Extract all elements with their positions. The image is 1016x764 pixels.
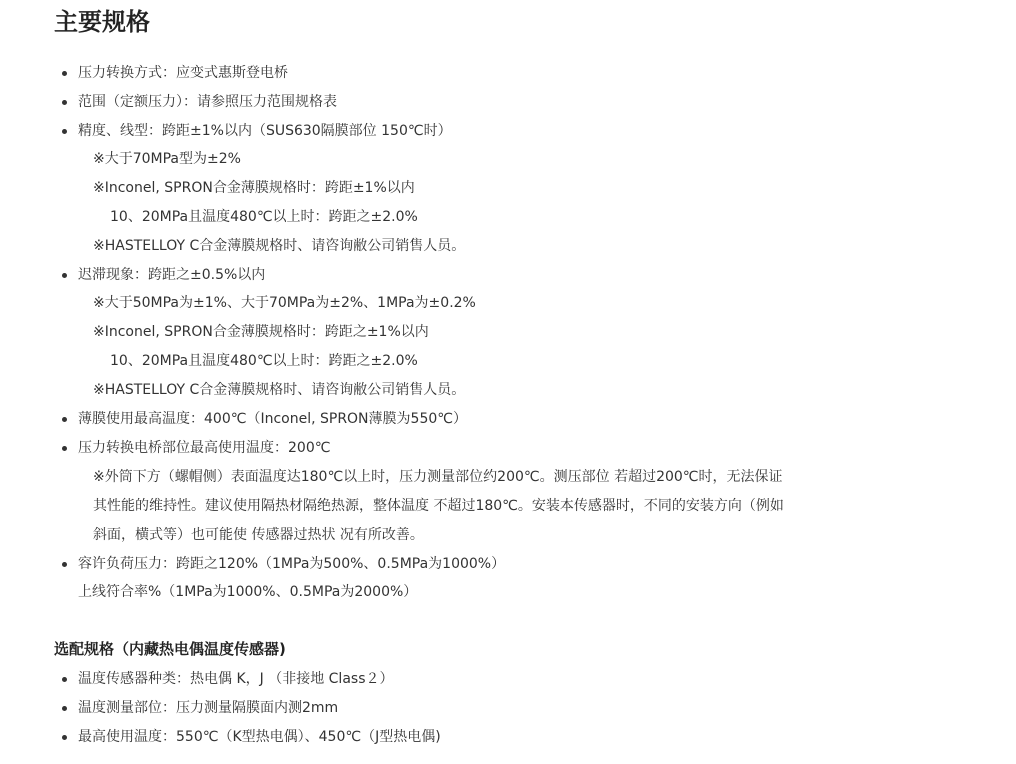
bullet-icon xyxy=(62,100,67,105)
option-item-sensor-type: 温度传感器种类：热电偶 K，J （非接地 Class２） xyxy=(78,671,394,687)
spec-note: 10、20MPa且温度480℃以上时：跨距之±2.0% xyxy=(110,353,418,369)
spec-note: 10、20MPa且温度480℃以上时：跨距之±2.0% xyxy=(110,209,418,225)
spec-item-bridge-temp: 压力转换电桥部位最高使用温度：200℃ xyxy=(78,440,331,456)
bullet-icon xyxy=(62,273,67,278)
spec-note: 上线符合率%（1MPa为1000%、0.5MPa为2000%） xyxy=(78,584,418,600)
spec-item-accuracy: 精度、线型：跨距±1%以内（SUS630隔膜部位 150℃时） xyxy=(78,123,452,139)
bullet-icon xyxy=(62,677,67,682)
bullet-icon xyxy=(62,706,67,711)
option-item-measure-point: 温度测量部位：压力测量隔膜面内测2mm xyxy=(78,700,339,716)
spec-note: ※大于70MPa型为±2% xyxy=(93,151,241,167)
spec-item-range: 范围（定额压力）：请参照压力范围规格表 xyxy=(78,94,337,110)
option-item-max-temp: 最高使用温度：550℃（K型热电偶）、450℃（J型热电偶) xyxy=(78,729,441,745)
bullet-icon xyxy=(62,562,67,567)
spec-item-overload: 容许负荷压力：跨距之120%（1MPa为500%、0.5MPa为1000%） xyxy=(78,556,506,572)
page-title: 主要规格 xyxy=(54,8,150,36)
spec-item-diaphragm-temp: 薄膜使用最高温度：400℃（Inconel, SPRON薄膜为550℃） xyxy=(78,411,467,427)
bullet-icon xyxy=(62,129,67,134)
bullet-icon xyxy=(62,446,67,451)
spec-note: ※外筒下方（螺帽侧）表面温度达180℃以上时，压力测量部位约200℃。测压部位 若超过200℃时，无法保证 xyxy=(93,469,783,485)
spec-note: ※大于50MPa为±1%、大于70MPa为±2%、1MPa为±0.2% xyxy=(93,295,476,311)
spec-note: ※Inconel, SPRON合金薄膜规格时：跨距之±1%以内 xyxy=(93,324,429,340)
spec-note: ※HASTELLOY C合金薄膜规格时、请咨询敝公司销售人员。 xyxy=(93,382,466,398)
spec-item-conversion: 压力转换方式：应变式惠斯登电桥 xyxy=(78,65,288,81)
spec-item-hysteresis: 迟滞现象：跨距之±0.5%以内 xyxy=(78,267,266,283)
spec-note: ※HASTELLOY C合金薄膜规格时、请咨询敝公司销售人员。 xyxy=(93,238,466,254)
bullet-icon xyxy=(62,735,67,740)
bullet-icon xyxy=(62,71,67,76)
spec-note: 其性能的维持性。建议使用隔热材隔绝热源，整体温度 不超过180℃。安装本传感器时，不同的安装方向（例如 xyxy=(93,498,784,514)
spec-note: ※Inconel, SPRON合金薄膜规格时：跨距±1%以内 xyxy=(93,180,415,196)
section-subtitle: 选配规格（内藏热电偶温度传感器) xyxy=(54,640,286,658)
spec-note: 斜面，横式等）也可能使 传感器过热状 况有所改善。 xyxy=(93,527,424,543)
bullet-icon xyxy=(62,417,67,422)
